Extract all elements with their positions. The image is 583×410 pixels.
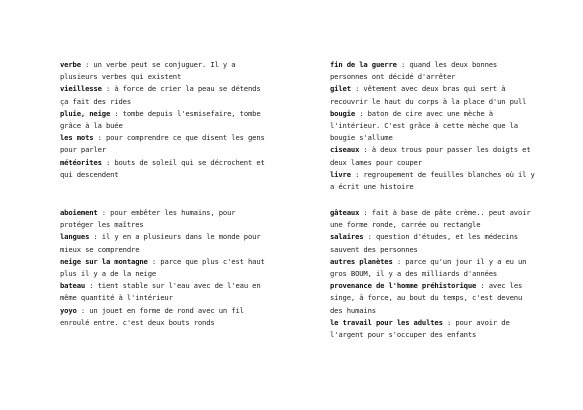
entry [60, 59, 265, 83]
entry-term: vieillesse [60, 84, 102, 94]
entry [60, 83, 265, 107]
definition-block-top-left [60, 59, 265, 181]
definition-block-top-right [330, 59, 535, 193]
entry-definition: : pour avoir de l'argent pour s'occuper des enfants [330, 317, 510, 340]
entry [330, 169, 535, 193]
entry-definition: : parce qu'un jour il y a eu un gros BOUM, il y a des milliards d'années [330, 256, 527, 279]
entry-term: fin de la guerre [330, 60, 397, 69]
entry [330, 231, 535, 255]
entry [330, 59, 535, 83]
entry-term: les mots [60, 133, 94, 143]
entry-definition: : baton de cire avec une mèche à l'intérieur. C'est grâce à cette mèche que la bougie s'allume [330, 108, 518, 143]
entry-term: livre [330, 169, 351, 179]
entry-definition: : vêtement avec deux bras qui sert à recouvrir le haut du corps à la place d'un pull [330, 84, 527, 106]
entry-definition: : avec les singe, à force, au bout du temps, c'est devenu des humains [330, 281, 523, 315]
entry-definition: : un jouet en forme de rond avec un fil enroulé entre. c'est deux bouts ronds [60, 305, 244, 327]
entry [60, 108, 265, 132]
entry-definition: : fait à base de pâte crème.. peut avoir une forme ronde, carrée ou rectangle [330, 208, 531, 230]
entry-term: bougie [330, 108, 356, 118]
entry-definition: : parce que plus c'est haut plus il y a de la neige [60, 256, 265, 279]
entry-term: autres planètes [330, 256, 393, 266]
entry [60, 231, 265, 255]
entry-term: bateau [60, 281, 86, 291]
entry-definition: : quand les deux bonnes personnes ont décidé d'arrêter [330, 60, 498, 82]
entry [60, 132, 265, 156]
entry-term: gilet [330, 84, 351, 94]
definition-block-bottom-left [60, 207, 265, 329]
entry-definition: : tient stable sur l'eau avec de l'eau en même quantité à l'intérieur [60, 281, 261, 303]
entry-term: ciseaux [330, 145, 360, 155]
entry-term: météorites [60, 157, 102, 167]
entry [330, 207, 535, 231]
entry-term: le travail pour les adultes [330, 317, 443, 327]
entry [330, 256, 535, 280]
entry-definition: : un verbe peut se conjuguer. Il y a plusieurs verbes qui existent [60, 60, 236, 82]
entry-definition: : regroupement de feuilles blanches où il y a écrit une histoire [330, 169, 535, 192]
entry [330, 317, 535, 341]
entry-definition: : pour embêter les humains, pour protéger les maîtres [60, 208, 236, 230]
entry-definition: : à force de crier la peau se détends ça fait des rides [60, 84, 261, 106]
entry-definition: : question d'études, et les médecins sauvent des personnes [330, 232, 518, 254]
entry-term: aboiement [60, 208, 98, 217]
entry-term: langues [60, 232, 90, 242]
entry-term: neige sur la montagne [60, 256, 148, 266]
entry-term: gâteaux [330, 208, 360, 217]
entry [60, 305, 265, 329]
entry [60, 280, 265, 304]
entry-definition: : il y en a plusieurs dans le monde pour mieux se comprendre [60, 232, 261, 254]
entry-definition: : à deux trous pour passer les doigts et deux lames pour couper [330, 145, 531, 167]
entry-term: provenance de l'homme préhistorique [330, 281, 477, 291]
entry-definition: : bouts de soleil qui se décrochent et qui descendent [60, 157, 265, 179]
entry-definition: : tombe depuis l'esmisefaire, tombe grâce à la buée [60, 108, 261, 131]
entry [330, 83, 535, 107]
entry [330, 144, 535, 168]
entry-term: pluie, neige [60, 108, 111, 118]
definition-block-bottom-right [330, 207, 535, 341]
entry-term: yoyo [60, 305, 77, 315]
entry [60, 256, 265, 280]
entry-definition: : pour comprendre ce que disent les gens pour parler [60, 133, 265, 155]
entry [60, 157, 265, 181]
entry-term: verbe [60, 60, 81, 69]
entry [330, 280, 535, 317]
entry-term: salaires [330, 232, 364, 242]
entry [60, 207, 265, 231]
entry [330, 108, 535, 145]
